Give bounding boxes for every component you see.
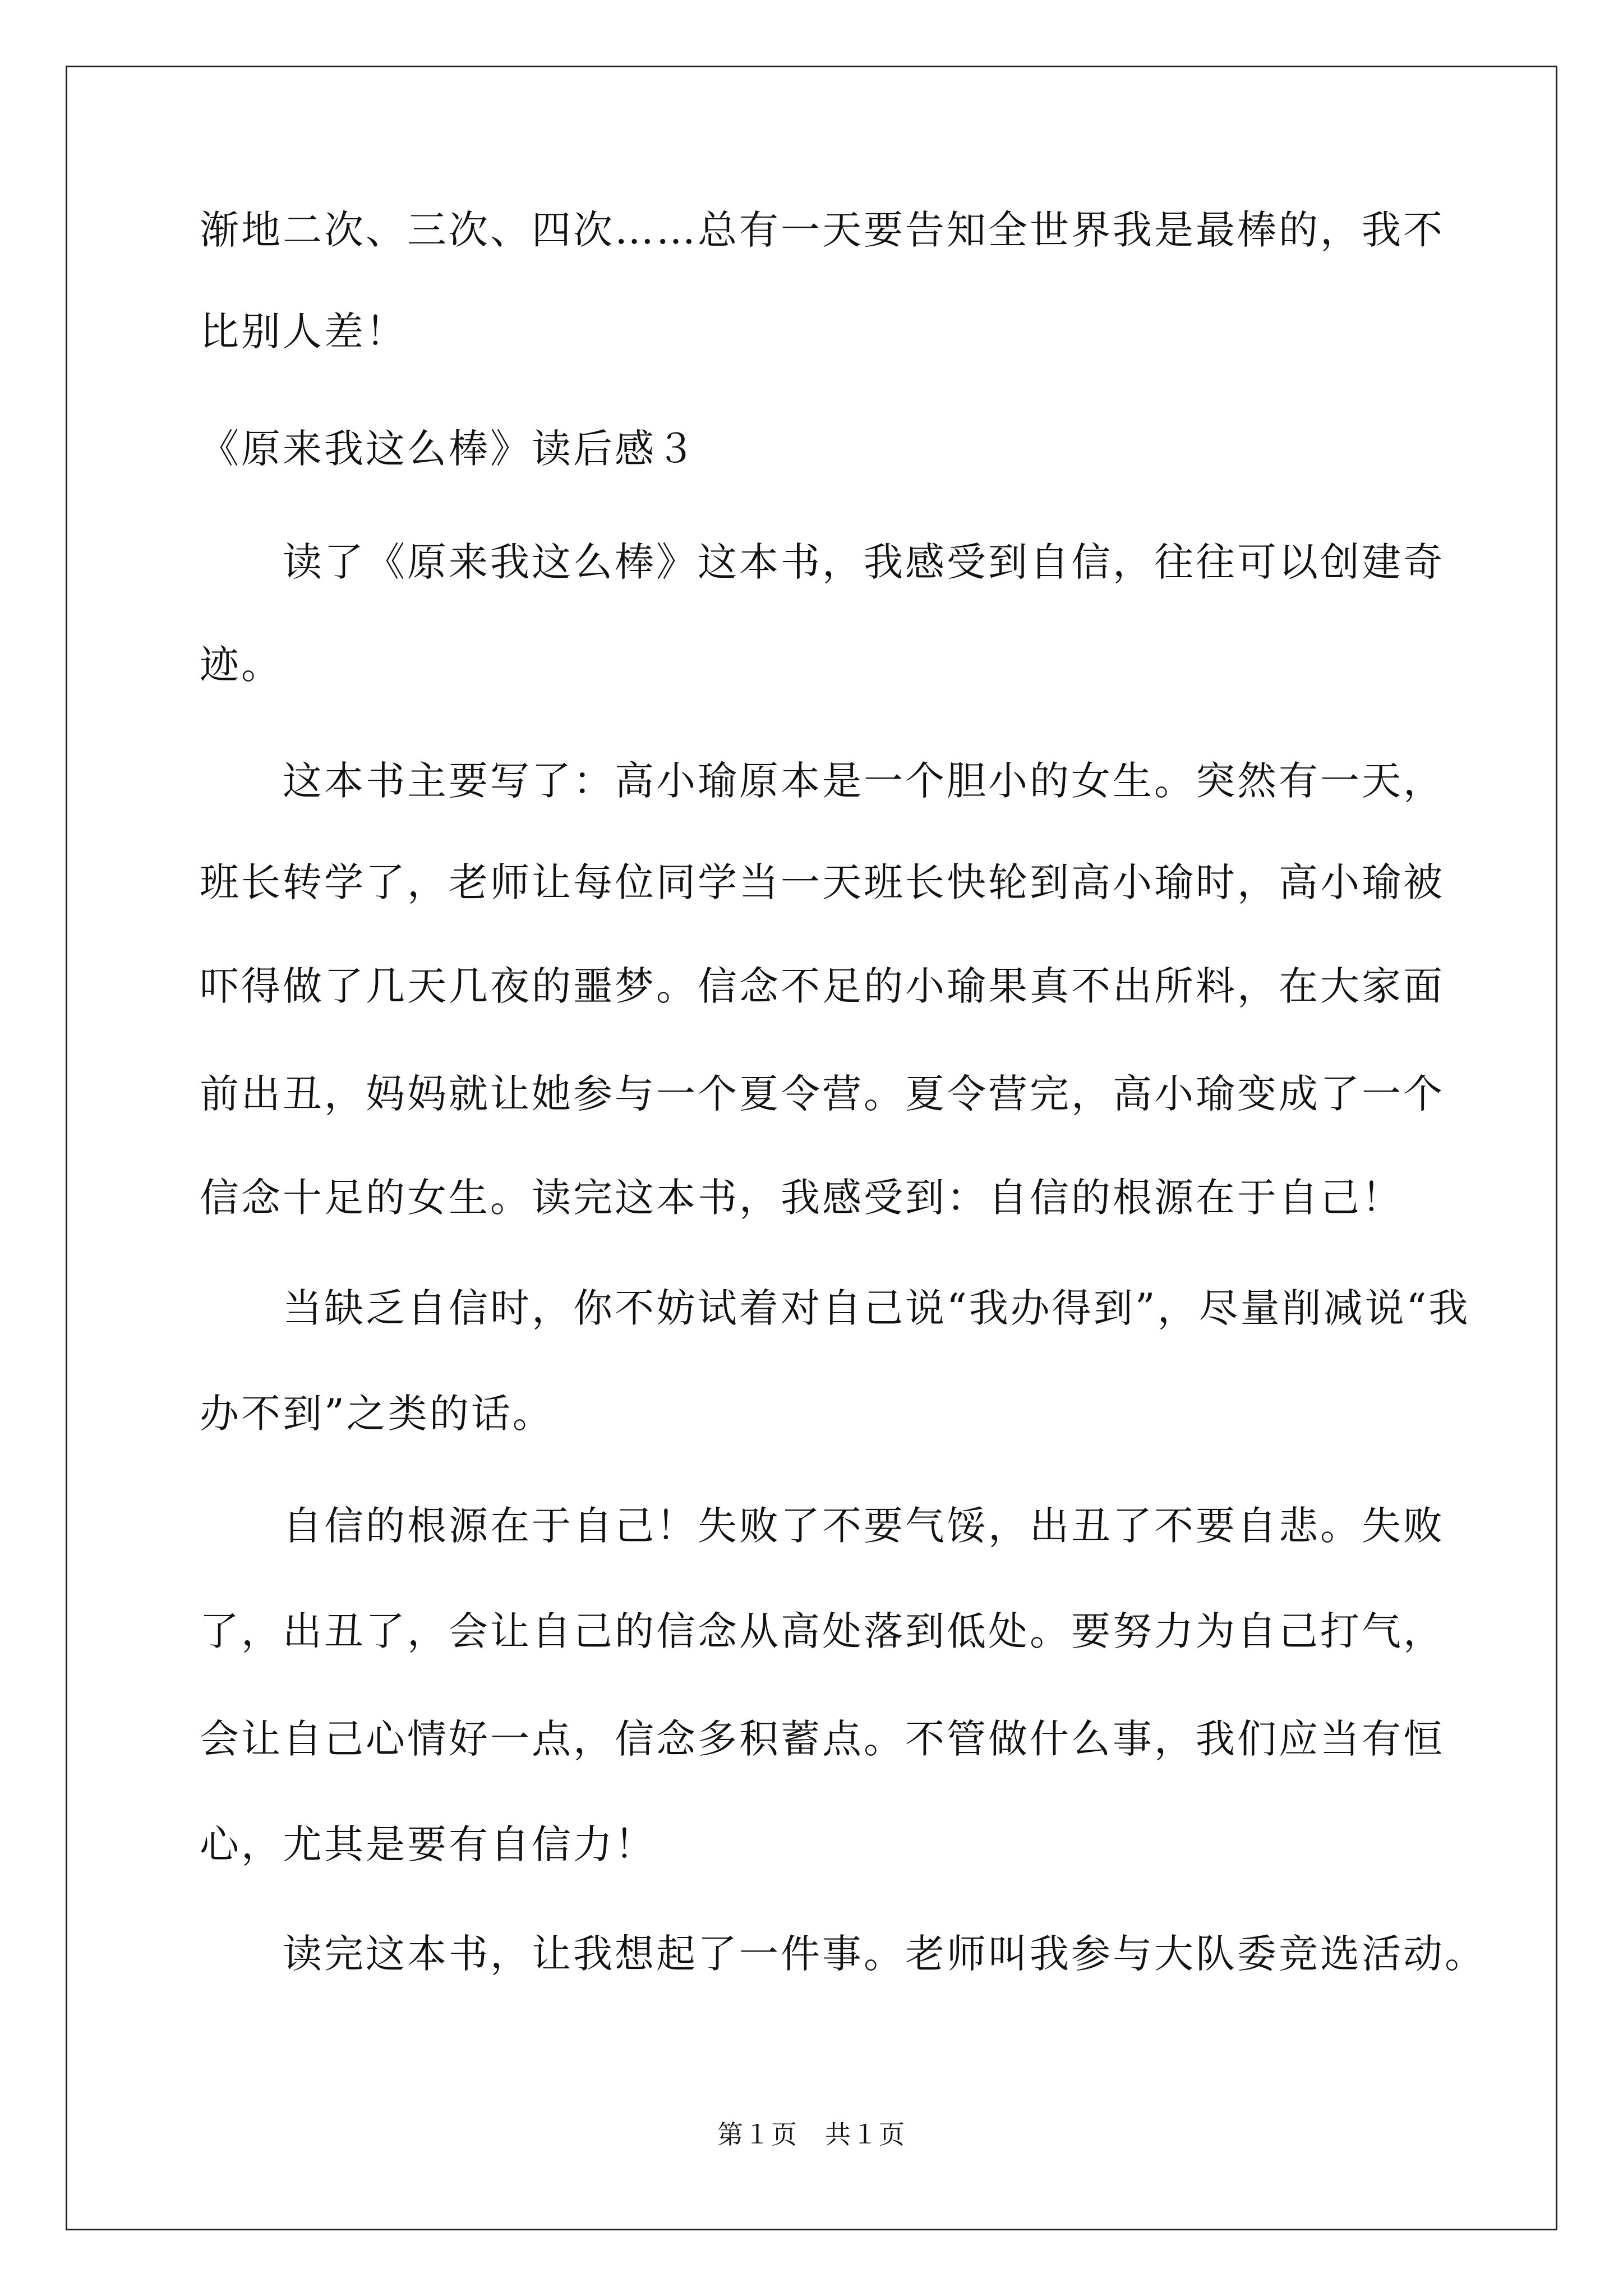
paragraph-start: 自信的根源在于自己！失败了不要气馁，出丑了不要自悲。失败 — [283, 1503, 1445, 1549]
text-line: 吓得做了几天几夜的噩梦。信念不足的小瑜果真不出所料，在大家面 — [200, 963, 1445, 1009]
page-number-footer: 第１页 共１页 — [717, 2119, 906, 2150]
text-line: 迹。 — [200, 642, 283, 688]
paragraph-start: 读了《原来我这么棒》这本书，我感受到自信，往往可以创建奇 — [283, 539, 1445, 585]
text-line: 比别人差！ — [200, 309, 407, 355]
paragraph-start: 这本书主要写了：高小瑜原本是一个胆小的女生。突然有一天， — [283, 758, 1445, 804]
text-line: 渐地二次、三次、四次……总有一天要告知全世界我是最棒的，我不 — [200, 207, 1445, 253]
text-line: 会让自己心情好一点，信念多积蓄点。不管做什么事，我们应当有恒 — [200, 1716, 1445, 1762]
text-line: 前出丑，妈妈就让她参与一个夏令营。夏令营完，高小瑜变成了一个 — [200, 1071, 1445, 1117]
page-border — [66, 66, 1557, 2230]
paragraph-start: 读完这本书，让我想起了一件事。老师叫我参与大队委竞选活动。 — [283, 1931, 1486, 1977]
text-line: 班长转学了，老师让每位同学当一天班长快轮到高小瑜时，高小瑜被 — [200, 859, 1445, 905]
text-line: 信念十足的女生。读完这本书，我感受到：自信的根源在于自己！ — [200, 1175, 1403, 1221]
text-line: 心，尤其是要有自信力！ — [200, 1821, 656, 1867]
section-heading: 《原来我这么棒》读后感３ — [200, 426, 698, 472]
text-line: 办不到”之类的话。 — [200, 1391, 554, 1437]
paragraph-start: 当缺乏自信时，你不妨试着对自己说“我办得到”，尽量削减说“我 — [283, 1285, 1470, 1331]
text-line: 了，出丑了，会让自己的信念从高处落到低处。要努力为自己打气， — [200, 1608, 1445, 1654]
